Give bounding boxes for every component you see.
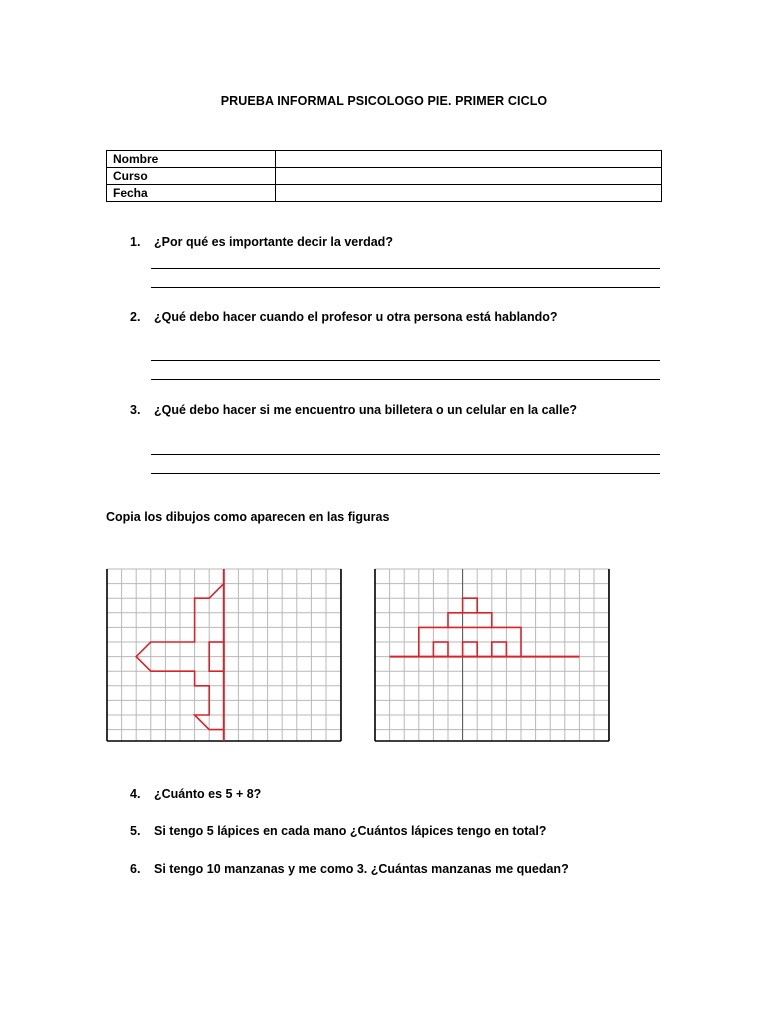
question-text: ¿Cuánto es 5 + 8? xyxy=(154,787,262,801)
building-window xyxy=(433,642,448,657)
table-row xyxy=(107,168,662,185)
question-text: ¿Qué debo hacer si me encuentro una billetera o un celular en la calle? xyxy=(154,403,578,417)
left-drawing-grid xyxy=(106,568,342,742)
answer-line[interactable] xyxy=(151,360,660,361)
student-info-table xyxy=(106,150,662,202)
question-number: 5. xyxy=(130,824,141,838)
question-number: 3. xyxy=(130,403,141,417)
question-number: 1. xyxy=(130,235,141,249)
table-row xyxy=(107,185,662,202)
copy-instruction: Copia los dibujos como aparecen en las figuras xyxy=(106,510,390,524)
question-1 xyxy=(130,235,393,249)
building-window xyxy=(492,642,507,657)
answer-line[interactable] xyxy=(151,287,660,288)
question-number: 4. xyxy=(130,787,141,801)
name-field[interactable] xyxy=(276,151,662,168)
table-row xyxy=(107,151,662,168)
question-2 xyxy=(130,310,558,324)
building-window xyxy=(463,642,478,657)
question-text: ¿Qué debo hacer cuando el profesor u otra persona está hablando? xyxy=(154,310,558,324)
date-label: Fecha xyxy=(107,185,276,202)
question-6 xyxy=(130,862,569,876)
question-text: ¿Por qué es importante decir la verdad? xyxy=(154,235,393,249)
answer-line[interactable] xyxy=(151,268,660,269)
question-5 xyxy=(130,824,546,838)
answer-line[interactable] xyxy=(151,454,660,455)
answer-line[interactable] xyxy=(151,379,660,380)
course-label: Curso xyxy=(107,168,276,185)
question-3 xyxy=(130,403,577,417)
right-drawing-grid xyxy=(374,568,610,742)
question-text: Si tengo 10 manzanas y me como 3. ¿Cuántas manzanas me quedan? xyxy=(154,862,569,876)
page-title: PRUEBA INFORMAL PSICOLOGO PIE. PRIMER CICLO xyxy=(220,94,548,108)
answer-line[interactable] xyxy=(151,473,660,474)
question-number: 2. xyxy=(130,310,141,324)
date-field[interactable] xyxy=(276,185,662,202)
question-number: 6. xyxy=(130,862,141,876)
question-text: Si tengo 5 lápices en cada mano ¿Cuántos lápices tengo en total? xyxy=(154,824,547,838)
course-field[interactable] xyxy=(276,168,662,185)
question-4 xyxy=(130,787,261,801)
name-label: Nombre xyxy=(107,151,276,168)
